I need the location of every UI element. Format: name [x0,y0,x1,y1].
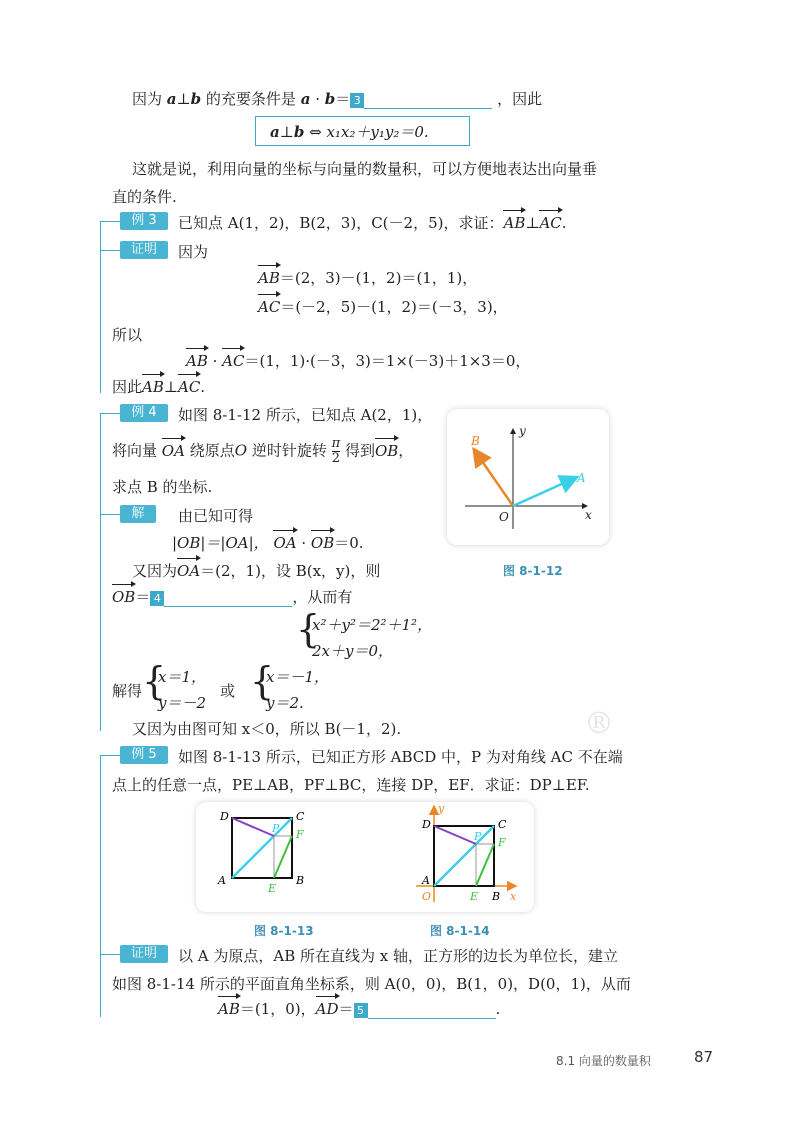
ex3-sidebar-line [100,221,101,393]
fig14-label-p: P [474,830,482,843]
blank-4-number[interactable]: 4 [150,591,164,606]
ex3-ac-line: AC＝(－2，5)－(1，2)＝(－3，3)， [258,298,508,316]
ex4-eq2: 2x＋y＝0， [312,642,394,660]
fig13-label-d: D [220,810,229,823]
ex4-known: 由已知可得 [178,507,254,525]
sol1-brace: { [142,659,167,703]
fig14-label-d: D [422,818,431,831]
fig13-label-c: C [296,810,305,823]
intro-para1: 这就是说，利用向量的坐标与向量的数量积，可以方便地表达出向量垂 [132,160,598,178]
fig14-label-f: F [498,836,506,849]
ex4-or: 或 [220,682,236,700]
fig14-label-o: O [422,890,432,903]
figure-8-1-12-caption: 图 8-1-12 [503,564,563,578]
ex3-proof-label: 证明 [120,241,168,259]
ex3-because: 因为 [178,243,209,261]
ex5-sidebar-line [100,755,101,1017]
ex4-label: 例 4 [120,404,168,422]
ex3-therefore: 因此AB⊥AC. [112,378,206,396]
label-o: O [499,510,509,524]
ex5-proof3: AB＝(1，0)，AD＝ 5 . [218,1000,501,1018]
figures-13-14 [196,802,534,912]
fig13-label-f: F [296,828,304,841]
ex4-also-line: 又因为OA＝(2，1)，设 B(x，y)，则 [132,562,381,580]
ex4-sol1a: x＝1， [158,668,207,686]
ex5-line2: 点上的任意一点，PE⊥AB，PF⊥BC，连接 DP，EF．求证：DP⊥EF. [112,776,590,794]
label-x: x [585,508,592,522]
intro-line1: 因为 a⊥b 的充要条件是 a · b＝ 3 ，因此 [132,90,543,108]
ex5-label: 例 5 [120,746,168,764]
ex4-sidebar-line [100,413,101,731]
fig14-label-c: C [498,818,507,831]
vec-a: a [166,90,177,108]
figures-13-14-card [196,802,534,912]
ex5-tick [100,755,120,756]
page-number: 87 [694,1048,714,1066]
eq-brace: { [296,607,321,651]
intro-text: 因为 [132,90,163,108]
figure-8-1-14 [416,802,517,903]
ex4-line1: 如图 8-1-12 所示，已知点 A(2，1)， [178,406,433,424]
intro-cond: 的充要条件是 [205,90,296,108]
ex3-so: 所以 [112,326,143,344]
ex5-proof-tick [100,954,120,955]
ex5-proof1: 以 A 为原点，AB 所在直线为 x 轴，正方形的边长为单位长，建立 [178,947,618,965]
fig14-label-e: E [470,890,479,903]
ex4-mag-line: |OB|＝|OA|， OA · OB＝0. [172,534,364,552]
label-b: B [471,434,480,448]
ex4-sol1b: y＝－2 [158,694,207,712]
blank-5-line[interactable] [368,1004,496,1019]
fig14-label-y: y [438,802,445,815]
blank-5-number[interactable]: 5 [354,1003,368,1018]
figure-8-1-12 [447,409,609,545]
intro-post: ，因此 [497,90,543,108]
proof-tick [100,250,120,251]
solve-tick [100,514,120,515]
ex4-tick [100,413,120,414]
ex5-proof-label: 证明 [120,945,168,963]
fig14-label-a: A [422,874,430,887]
blank-3-line[interactable] [364,94,492,109]
blank-4-line[interactable] [164,592,292,607]
vector-oa [513,478,575,506]
fig14-label-b: B [492,890,501,903]
boxed-formula: a⊥b ⇔ x₁x₂＋y₁y₂＝0. [270,123,429,141]
fig13-label-p: P [272,822,280,835]
ex4-sol2b: y＝2. [266,694,304,712]
figure-8-1-14-caption: 图 8-1-14 [430,924,490,938]
figure-8-1-13-caption: 图 8-1-13 [254,924,314,938]
formula-main: x₁x₂＋y₁y₂＝0. [326,123,429,141]
label-a: A [577,471,586,485]
ex3-label: 例 3 [120,212,168,230]
figure-8-1-12-card [447,409,609,545]
fig13-label-e: E [268,882,277,895]
fig13-label-b: B [296,874,305,887]
ex4-blank-line: OB＝ 4 ，从而有 [112,588,353,606]
ex5-proof2: 如图 8-1-14 所示的平面直角坐标系，则 A(0，0)，B(1，0)，D(0，1)，从而 [112,975,631,993]
ex4-sol2a: x＝－1， [266,668,330,686]
ex3-tick [100,221,120,222]
ex4-solve-label: 解 [120,505,156,523]
ex3-dot-line: AB · AC＝(1，1)·(－3，3)＝1×(－3)＋1×3＝0， [186,352,531,370]
ex4-line3: 求点 B 的坐标. [112,478,213,496]
ex3-ab-line: AB＝(2，3)－(1，2)＝(1，1)， [258,269,478,287]
intro-para2: 直的条件. [112,188,177,206]
figure-8-1-13 [217,810,305,895]
ex3-statement: 已知点 A(1，2)，B(2，3)，C(－2，5)，求证：AB⊥AC. [178,214,567,232]
ex4-line2: 将向量 OA 绕原点O 逆时针旋转 $\frac{\pi}{2}$ 得到OB， [112,436,414,466]
blank-3-number[interactable]: 3 [350,93,364,108]
registered-watermark: ® [584,706,614,741]
ex4-eq1: x²＋y²＝2²＋1²， [312,616,433,634]
ex4-solve-get: 解得 [112,682,143,700]
fig13-label-a: A [218,874,226,887]
footer-section: 8.1 向量的数量积 [556,1054,651,1068]
ex5-line1: 如图 8-1-13 所示，已知正方形 ABCD 中，P 为对角线 AC 不在端 [178,748,623,766]
vector-ob [475,451,513,506]
fig14-label-x: x [510,890,517,903]
ex4-final: 又因为由图可知 x＜0，所以 B(－1，2). [132,720,402,738]
label-y: y [519,424,526,438]
sol2-brace: { [250,659,275,703]
